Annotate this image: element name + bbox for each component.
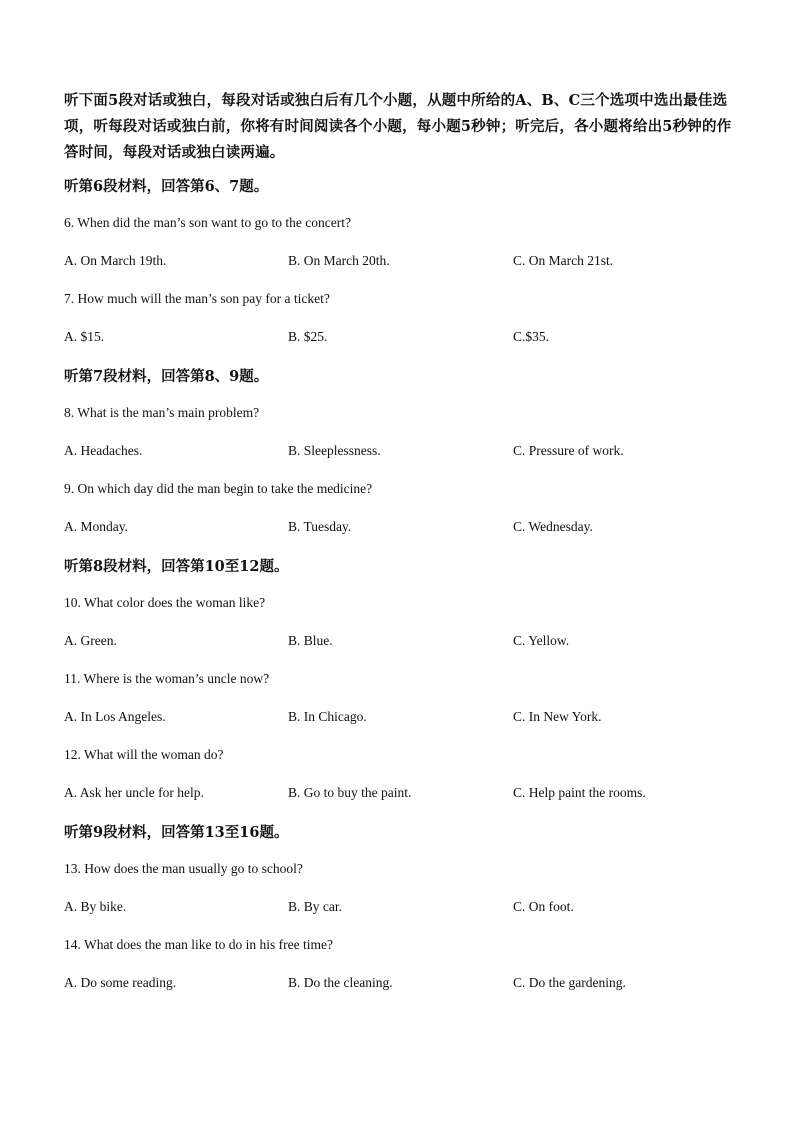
- section-heading: 听第8段材料，回答第10至12题。: [64, 558, 289, 575]
- question-10: 10. What color does the woman like?: [64, 595, 266, 610]
- option-a: A. Green.: [64, 633, 117, 648]
- option-b: B. Go to buy the paint.: [288, 785, 412, 800]
- section-passage-6: [64, 176, 736, 366]
- option-c: C. Help paint the rooms.: [513, 785, 646, 800]
- option-b: B. In Chicago.: [288, 709, 367, 724]
- options-row: [64, 898, 736, 936]
- option-c: C.$35.: [513, 329, 550, 344]
- section-heading: 听第6段材料，回答第6、7题。: [64, 178, 269, 195]
- option-b: B. On March 20th.: [288, 253, 390, 268]
- option-c: C. On March 21st.: [513, 253, 614, 268]
- option-c: C. Wednesday.: [513, 519, 593, 534]
- question-13: 13. How does the man usually go to school?: [64, 861, 303, 876]
- exam-page: [64, 88, 736, 1012]
- option-b: B. Do the cleaning.: [288, 975, 393, 990]
- question-11: 11. Where is the woman’s uncle now?: [64, 671, 270, 686]
- options-row: [64, 252, 736, 290]
- option-a: A. Monday.: [64, 519, 128, 534]
- option-b: B. $25.: [288, 329, 328, 344]
- question-14: 14. What does the man like to do in his free time?: [64, 937, 333, 952]
- options-row: [64, 784, 736, 822]
- question-6: 6. When did the man’s son want to go to the concert?: [64, 215, 351, 230]
- question-8: 8. What is the man’s main problem?: [64, 405, 260, 420]
- option-b: B. Tuesday.: [288, 519, 352, 534]
- option-a: A. $15.: [64, 329, 105, 344]
- section-passage-9: [64, 822, 736, 1012]
- section-heading: 听第9段材料，回答第13至16题。: [64, 824, 289, 841]
- question-7: 7. How much will the man’s son pay for a ticket?: [64, 291, 330, 306]
- option-b: B. By car.: [288, 899, 342, 914]
- option-b: B. Blue.: [288, 633, 333, 648]
- section-heading: 听第7段材料，回答第8、9题。: [64, 368, 269, 385]
- options-row: [64, 328, 736, 366]
- question-12: 12. What will the woman do?: [64, 747, 224, 762]
- option-b: B. Sleeplessness.: [288, 443, 381, 458]
- section-passage-8: [64, 556, 736, 822]
- option-c: C. In New York.: [513, 709, 602, 724]
- instructions-paragraph: 听下面5段对话或独白，每段对话或独白后有几个小题，从题中所给的A、B、C三个选项中选出最佳选项，听每段对话或独白前，你将有时间阅读各个小题，每小题5秒钟；听完后，各小题将给出5秒钟的作答时间，每段对话或独白读两遍。: [64, 92, 732, 161]
- option-c: C. Do the gardening.: [513, 975, 626, 990]
- option-a: A. Do some reading.: [64, 975, 177, 990]
- option-a: A. Ask her uncle for help.: [64, 785, 204, 800]
- option-a: A. Headaches.: [64, 443, 143, 458]
- option-c: C. On foot.: [513, 899, 574, 914]
- section-passage-7: [64, 366, 736, 556]
- options-row: [64, 974, 736, 1012]
- option-c: C. Pressure of work.: [513, 443, 624, 458]
- options-row: [64, 518, 736, 556]
- option-a: A. By bike.: [64, 899, 127, 914]
- option-a: A. On March 19th.: [64, 253, 167, 268]
- option-a: A. In Los Angeles.: [64, 709, 166, 724]
- options-row: [64, 632, 736, 670]
- option-c: C. Yellow.: [513, 633, 570, 648]
- options-row: [64, 708, 736, 746]
- options-row: [64, 442, 736, 480]
- question-9: 9. On which day did the man begin to take the medicine?: [64, 481, 373, 496]
